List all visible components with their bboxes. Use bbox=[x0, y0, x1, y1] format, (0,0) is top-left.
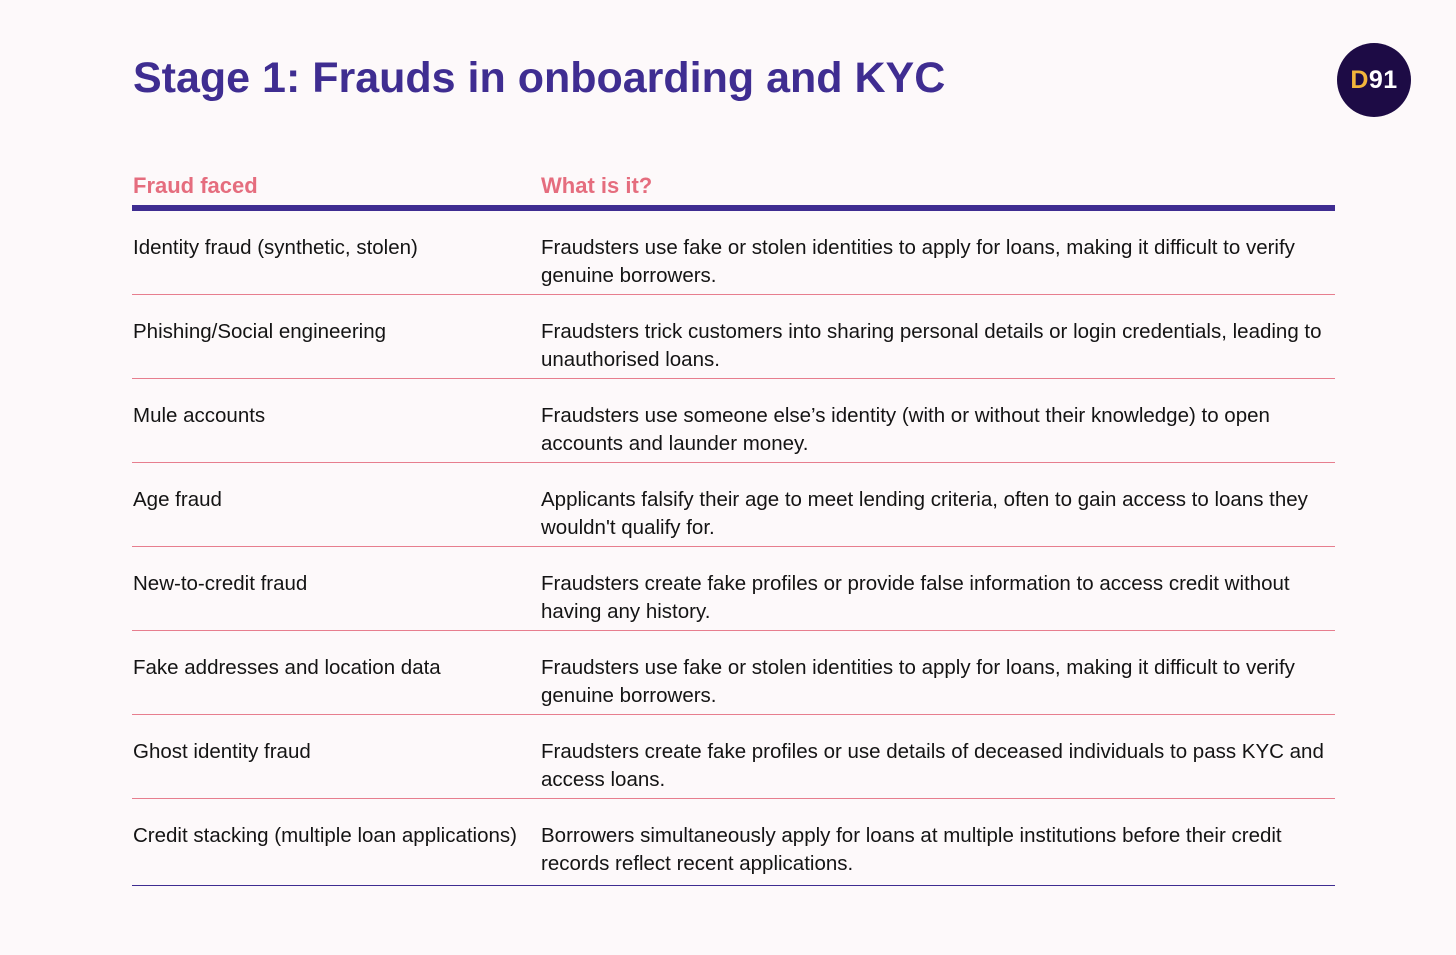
table-row bbox=[132, 211, 1335, 295]
fraud-description: Fraudsters trick customers into sharing personal details or login credentials, leading to unauthorised loans. bbox=[541, 320, 1322, 371]
table-row bbox=[132, 463, 1335, 547]
fraud-description: Fraudsters use fake or stolen identities to apply for loans, making it difficult to verify genuine borrowers. bbox=[541, 236, 1295, 287]
fraud-description: Fraudsters create fake profiles or use details of deceased individuals to pass KYC and access loans. bbox=[541, 740, 1324, 791]
fraud-table bbox=[132, 170, 1335, 886]
fraud-name: Ghost identity fraud bbox=[133, 740, 311, 763]
table-row bbox=[132, 379, 1335, 463]
fraud-name: Identity fraud (synthetic, stolen) bbox=[133, 236, 418, 259]
table-row bbox=[132, 547, 1335, 631]
logo-letter: D bbox=[1350, 65, 1369, 94]
fraud-description: Applicants falsify their age to meet lending criteria, often to gain access to loans they wouldn't qualify for. bbox=[541, 488, 1308, 539]
table-row bbox=[132, 715, 1335, 799]
fraud-description: Fraudsters use someone else’s identity (with or without their knowledge) to open accounts and launder money. bbox=[541, 404, 1270, 455]
header-what-is-it: What is it? bbox=[541, 173, 653, 198]
fraud-description: Fraudsters create fake profiles or provide false information to access credit without having any history. bbox=[541, 572, 1290, 623]
table-row bbox=[132, 295, 1335, 379]
fraud-name: Phishing/Social engineering bbox=[133, 320, 387, 343]
table-row bbox=[132, 799, 1335, 886]
header-fraud-faced: Fraud faced bbox=[133, 173, 258, 198]
page-title: Stage 1: Frauds in onboarding and KYC bbox=[133, 54, 946, 102]
fraud-name: Age fraud bbox=[133, 488, 222, 511]
fraud-description: Borrowers simultaneously apply for loans at multiple institutions before their credit records reflect recent applications. bbox=[541, 824, 1282, 875]
table-header bbox=[132, 170, 1335, 211]
logo-number: 91 bbox=[1368, 65, 1398, 94]
d91-logo bbox=[1337, 43, 1411, 117]
fraud-name: Mule accounts bbox=[133, 404, 266, 427]
table-row bbox=[132, 631, 1335, 715]
fraud-name: Credit stacking (multiple loan applications) bbox=[133, 824, 517, 847]
fraud-description: Fraudsters use fake or stolen identities to apply for loans, making it difficult to verify genuine borrowers. bbox=[541, 656, 1295, 707]
fraud-name: Fake addresses and location data bbox=[133, 656, 441, 679]
fraud-name: New-to-credit fraud bbox=[133, 572, 308, 595]
